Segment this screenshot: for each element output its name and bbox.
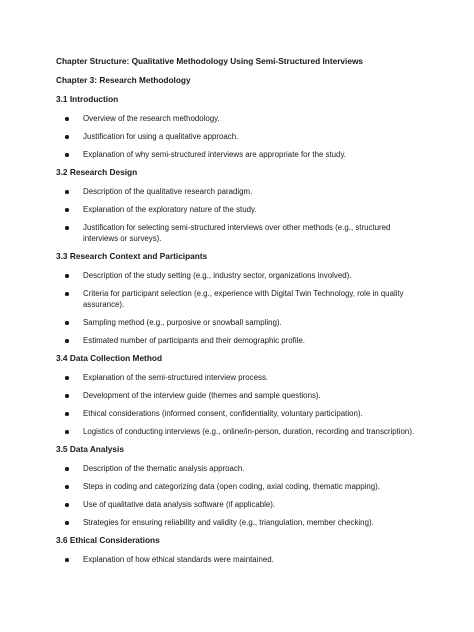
section-heading-research-design: 3.2 Research Design xyxy=(56,167,138,177)
list-item-text: Description of the study setting (e.g., industry sector, organizations involved). xyxy=(83,271,352,280)
list-item xyxy=(56,554,422,565)
list-item-text: Criteria for participant selection (e.g., experience with Digital Twin Technology, role in quality assurance). xyxy=(83,289,404,309)
document-title: Chapter Structure: Qualitative Methodology Using Semi-Structured Interviews xyxy=(56,56,364,66)
bullet-icon xyxy=(65,339,69,343)
list-item xyxy=(56,517,422,528)
bullet-icon xyxy=(65,430,69,434)
list-item-text: Explanation of how ethical standards were maintained. xyxy=(83,555,274,564)
list-item-text: Justification for using a qualitative approach. xyxy=(83,132,239,141)
section-heading-data-analysis: 3.5 Data Analysis xyxy=(56,444,124,454)
bullet-icon xyxy=(65,467,69,471)
bullet-icon xyxy=(65,503,69,507)
list-item-text: Steps in coding and categorizing data (open coding, axial coding, thematic mapping). xyxy=(83,482,380,491)
list-item-text: Estimated number of participants and their demographic profile. xyxy=(83,336,305,345)
section-heading-introduction: 3.1 Introduction xyxy=(56,94,119,104)
bullet-list-ethical-considerations xyxy=(56,554,422,565)
bullet-list-data-analysis xyxy=(56,463,422,528)
list-item xyxy=(56,270,422,281)
list-item xyxy=(56,372,422,383)
list-item-text: Logistics of conducting interviews (e.g., online/in-person, duration, recording and transcription). xyxy=(83,427,415,436)
bullet-icon xyxy=(65,321,69,325)
section-heading-context-participants: 3.3 Research Context and Participants xyxy=(56,251,208,261)
bullet-icon xyxy=(65,485,69,489)
list-item xyxy=(56,317,422,328)
list-item-text: Ethical considerations (informed consent, confidentiality, voluntary participation). xyxy=(83,409,363,418)
list-item xyxy=(56,463,422,474)
list-item-text: Development of the interview guide (themes and sample questions). xyxy=(83,391,321,400)
bullet-list-research-design xyxy=(56,186,422,244)
list-item xyxy=(56,408,422,419)
document-page xyxy=(56,56,422,572)
bullet-icon xyxy=(65,190,69,194)
list-item-text: Strategies for ensuring reliability and validity (e.g., triangulation, member checking). xyxy=(83,518,374,527)
bullet-icon xyxy=(65,292,69,296)
list-item xyxy=(56,335,422,346)
bullet-icon xyxy=(65,117,69,121)
bullet-icon xyxy=(65,226,69,230)
list-item-text: Use of qualitative data analysis software (if applicable). xyxy=(83,500,276,509)
bullet-icon xyxy=(65,135,69,139)
list-item xyxy=(56,131,422,142)
list-item xyxy=(56,113,422,124)
bullet-icon xyxy=(65,376,69,380)
bullet-icon xyxy=(65,274,69,278)
list-item-text: Explanation of the exploratory nature of the study. xyxy=(83,205,257,214)
list-item xyxy=(56,390,422,401)
list-item xyxy=(56,499,422,510)
list-item-text: Description of the qualitative research paradigm. xyxy=(83,187,253,196)
bullet-icon xyxy=(65,153,69,157)
bullet-icon xyxy=(65,558,69,562)
list-item-text: Description of the thematic analysis approach. xyxy=(83,464,245,473)
list-item xyxy=(56,222,422,244)
list-item xyxy=(56,481,422,492)
bullet-icon xyxy=(65,394,69,398)
bullet-icon xyxy=(65,521,69,525)
chapter-title: Chapter 3: Research Methodology xyxy=(56,75,191,85)
list-item-text: Explanation of why semi-structured interviews are appropriate for the study. xyxy=(83,150,346,159)
list-item xyxy=(56,186,422,197)
list-item xyxy=(56,149,422,160)
list-item-text: Overview of the research methodology. xyxy=(83,114,220,123)
section-heading-ethical-considerations: 3.6 Ethical Considerations xyxy=(56,535,160,545)
list-item xyxy=(56,204,422,215)
bullet-icon xyxy=(65,412,69,416)
bullet-icon xyxy=(65,208,69,212)
list-item xyxy=(56,426,422,437)
list-item-text: Sampling method (e.g., purposive or snowball sampling). xyxy=(83,318,282,327)
list-item-text: Justification for selecting semi-structured interviews over other methods (e.g., structured interviews or surveys). xyxy=(83,223,391,243)
bullet-list-introduction xyxy=(56,113,422,160)
bullet-list-data-collection xyxy=(56,372,422,437)
list-item xyxy=(56,288,422,310)
section-heading-data-collection: 3.4 Data Collection Method xyxy=(56,353,163,363)
bullet-list-context-participants xyxy=(56,270,422,346)
list-item-text: Explanation of the semi-structured interview process. xyxy=(83,373,269,382)
